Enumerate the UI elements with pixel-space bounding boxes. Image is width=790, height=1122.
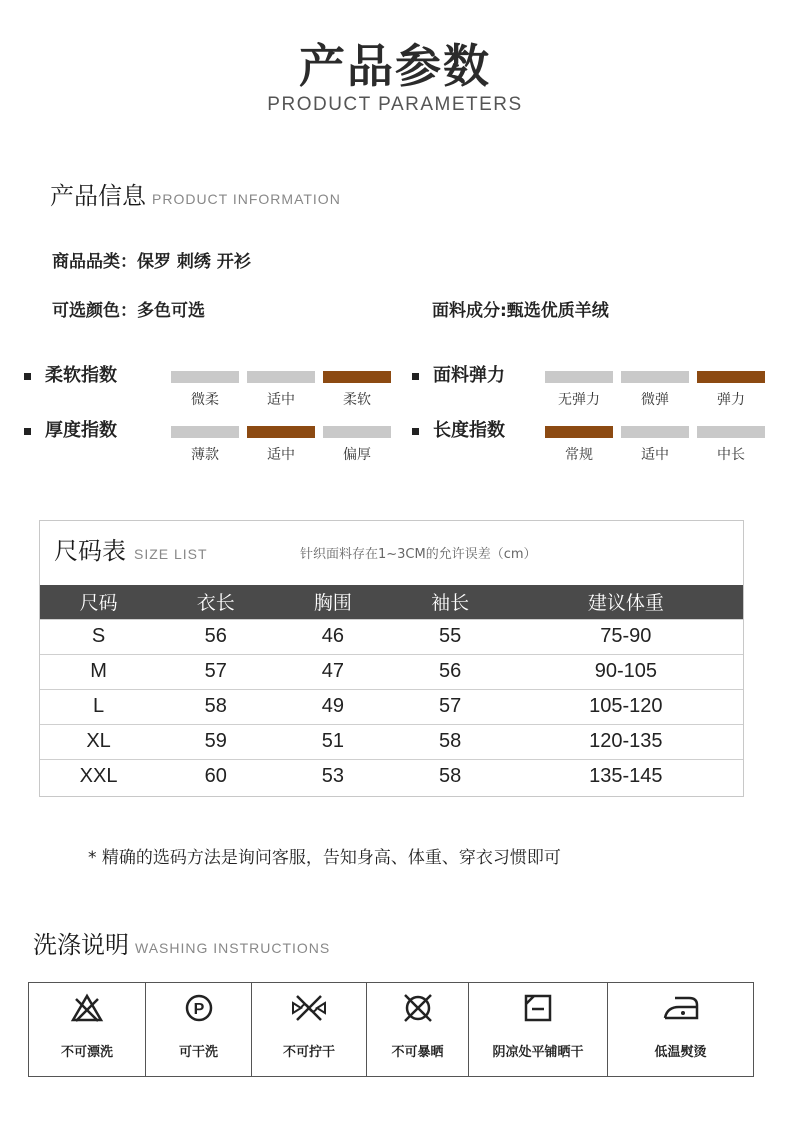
table-cell: 135-145 <box>509 759 743 794</box>
table-cell: XL <box>40 724 157 759</box>
index-label: 柔软指数 <box>45 365 117 386</box>
table-row <box>40 619 743 654</box>
index-bar <box>171 371 239 383</box>
table-cell: 90-105 <box>509 654 743 689</box>
index-bar <box>247 371 315 383</box>
size-chart-note: 针织面料存在1~3CM的允许误差（cm） <box>300 547 537 562</box>
index-bar <box>323 426 391 438</box>
dry-clean-icon <box>182 993 216 1023</box>
index-option <box>171 417 239 464</box>
wash-label: 不可拧干 <box>282 1045 335 1060</box>
table-cell: 55 <box>392 619 509 654</box>
table-row <box>40 689 743 724</box>
index-option <box>621 362 689 409</box>
column-header: 衣长 <box>157 585 274 619</box>
index-option-label: 微弹 <box>641 392 669 408</box>
table-row <box>40 724 743 759</box>
index-option-label: 适中 <box>267 447 295 463</box>
wash-cell <box>608 983 754 1077</box>
index-option <box>323 362 391 409</box>
index-bar <box>697 426 765 438</box>
bullet-icon <box>24 373 31 380</box>
bullet-icon <box>412 428 419 435</box>
washing-subtitle: WASHING INSTRUCTIONS <box>135 940 331 956</box>
table-cell: 58 <box>392 724 509 759</box>
size-tip: * 精确的选码方法是询问客服，告知身高、体重、穿衣习惯即可 <box>88 848 561 868</box>
wash-cell <box>252 983 367 1077</box>
wash-label: 低温熨烫 <box>654 1045 707 1060</box>
page-title: 产品参数 <box>299 39 491 93</box>
table-cell: 53 <box>274 759 391 794</box>
bullet-icon <box>412 373 419 380</box>
table-cell: 49 <box>274 689 391 724</box>
column-header: 胸围 <box>274 585 391 619</box>
index-bar <box>621 371 689 383</box>
index-option-label: 适中 <box>641 447 669 463</box>
index-option <box>545 362 613 409</box>
column-header: 建议体重 <box>509 585 743 619</box>
table-cell: 57 <box>392 689 509 724</box>
size-chart-heading <box>54 531 208 566</box>
table-cell: 105-120 <box>509 689 743 724</box>
low-iron-icon <box>661 993 701 1023</box>
index-option <box>545 417 613 464</box>
table-cell: 58 <box>157 689 274 724</box>
table-cell: 56 <box>392 654 509 689</box>
index-option <box>621 417 689 464</box>
index-elasticity <box>412 362 773 409</box>
index-option <box>697 417 765 464</box>
wash-label: 可干洗 <box>178 1045 218 1060</box>
product-info-title: 产品信息 <box>50 182 146 210</box>
bullet-icon <box>24 428 31 435</box>
index-bar-selected <box>323 371 391 383</box>
index-option <box>247 417 315 464</box>
wash-cell <box>469 983 608 1077</box>
page-subtitle: PRODUCT PARAMETERS <box>267 94 523 115</box>
wash-cell <box>29 983 146 1077</box>
wash-label: 不可暴晒 <box>391 1045 444 1060</box>
index-bar <box>545 371 613 383</box>
table-cell: 57 <box>157 654 274 689</box>
table-cell: 47 <box>274 654 391 689</box>
no-bleach-icon <box>70 993 104 1023</box>
product-category: 商品品类：保罗 刺绣 开衫 <box>52 252 251 272</box>
index-thickness <box>24 417 399 464</box>
table-cell: 75-90 <box>509 619 743 654</box>
washing-heading <box>33 925 330 960</box>
table-cell: M <box>40 654 157 689</box>
product-colors: 可选颜色：多色可选 <box>52 301 205 321</box>
table-cell: 51 <box>274 724 391 759</box>
table-cell: 120-135 <box>509 724 743 759</box>
table-cell: 46 <box>274 619 391 654</box>
index-option-label: 中长 <box>717 447 745 463</box>
size-chart-title: 尺码表 <box>54 537 126 565</box>
washing-title: 洗涤说明 <box>33 931 129 959</box>
table-cell: 58 <box>392 759 509 794</box>
index-option-label: 适中 <box>267 392 295 408</box>
size-chart-subtitle: SIZE LIST <box>134 546 208 562</box>
table-cell: S <box>40 619 157 654</box>
index-option <box>171 362 239 409</box>
index-option-label: 弹力 <box>717 392 745 408</box>
table-cell: L <box>40 689 157 724</box>
index-option-label: 薄款 <box>191 447 219 463</box>
table-cell: 59 <box>157 724 274 759</box>
index-bar-selected <box>247 426 315 438</box>
index-option <box>323 417 391 464</box>
size-table-header <box>40 585 743 619</box>
index-length <box>412 417 773 464</box>
no-tumble-dry-icon <box>401 993 435 1023</box>
svg-text:P: P <box>193 1001 204 1018</box>
product-fabric: 面料成分:甄选优质羊绒 <box>432 301 609 321</box>
index-bar-selected <box>697 371 765 383</box>
table-row <box>40 654 743 689</box>
size-chart <box>39 520 744 797</box>
wash-label: 阴凉处平铺晒干 <box>492 1045 584 1060</box>
table-cell: XXL <box>40 759 157 794</box>
dry-flat-shade-icon <box>521 993 555 1023</box>
washing-table <box>28 982 754 1077</box>
table-cell: 60 <box>157 759 274 794</box>
index-bar <box>171 426 239 438</box>
index-option-label: 微柔 <box>191 392 219 408</box>
wash-cell <box>146 983 252 1077</box>
index-softness <box>24 362 399 409</box>
index-label: 长度指数 <box>433 420 505 441</box>
column-header: 袖长 <box>392 585 509 619</box>
no-wring-icon <box>289 993 329 1023</box>
index-option-label: 常规 <box>565 447 593 463</box>
product-info-heading <box>50 176 341 211</box>
column-header: 尺码 <box>40 585 157 619</box>
table-cell: 56 <box>157 619 274 654</box>
index-option-label: 偏厚 <box>343 447 371 463</box>
size-table <box>40 585 743 794</box>
index-bar-selected <box>545 426 613 438</box>
index-label: 面料弹力 <box>433 365 505 386</box>
index-option <box>697 362 765 409</box>
index-option-label: 无弹力 <box>558 392 600 408</box>
product-info-subtitle: PRODUCT INFORMATION <box>152 191 341 207</box>
index-option <box>247 362 315 409</box>
wash-cell <box>367 983 469 1077</box>
index-label: 厚度指数 <box>45 420 117 441</box>
wash-label: 不可漂洗 <box>60 1045 113 1060</box>
index-option-label: 柔软 <box>343 392 371 408</box>
table-row <box>40 759 743 794</box>
index-bar <box>621 426 689 438</box>
